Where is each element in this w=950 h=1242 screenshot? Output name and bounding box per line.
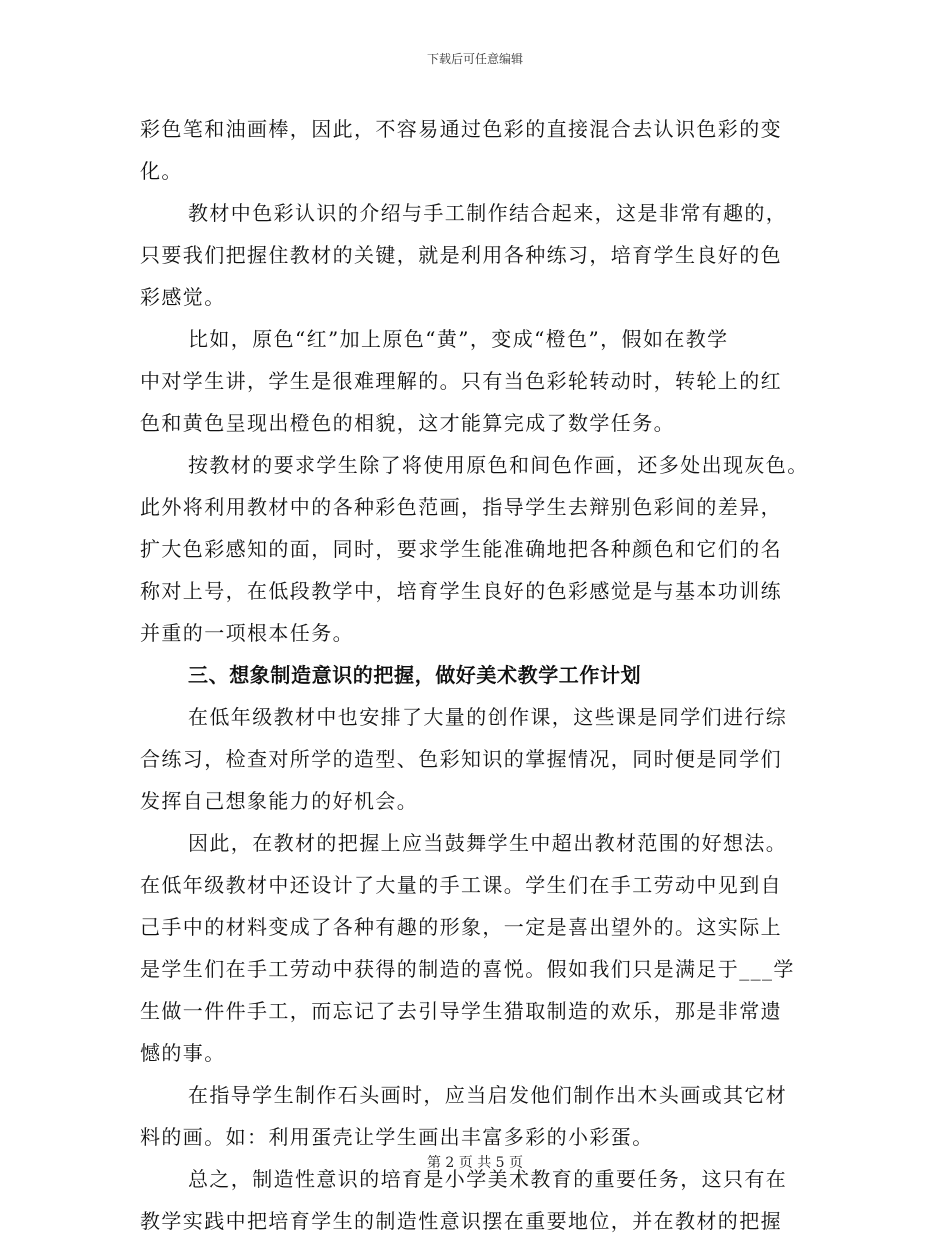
body-line: 扩大色彩感知的面，同时，要求学生能准确地把各种颜色和它们的名 (140, 537, 782, 561)
body-line: 己手中的材料变成了各种有趣的形象，一定是喜出望外的。这实际上 (140, 915, 782, 939)
document-body (140, 108, 812, 1242)
page-footer: 第 2 页 共 5 页 (426, 1155, 524, 1171)
body-line: 彩感觉。 (140, 285, 226, 309)
body-line: 称对上号，在低段教学中，培育学生良好的色彩感觉是与基本功训练 (140, 579, 782, 603)
body-line: 料的画。如：利用蛋壳让学生画出丰富多彩的小彩蛋。 (140, 1125, 654, 1149)
body-line: 是学生们在手工劳动中获得的制造的喜悦。假如我们只是满足于___学 (140, 957, 795, 981)
body-line: 总之，制造性意识的培育是小学美术教育的重要任务，这只有在 (188, 1167, 788, 1191)
body-line: 在低年级教材中也安排了大量的创作课，这些课是同学们进行综 (188, 705, 788, 729)
section-heading: 三、想象制造意识的把握，做好美术教学工作计划 (188, 663, 642, 687)
body-line: 只要我们把握住教材的关键，就是利用各种练习，培育学生良好的色 (140, 243, 782, 267)
body-line: 比如，原色“红”加上原色“黄”，变成“橙色”，假如在教学 (188, 327, 729, 351)
body-line: 彩色笔和油画棒，因此，不容易通过色彩的直接混合去认识色彩的变 (140, 117, 782, 141)
body-line: 在指导学生制作石头画时，应当启发他们制作出木头画或其它材 (188, 1083, 788, 1107)
body-line: 化。 (140, 159, 183, 183)
body-line: 色和黄色呈现出橙色的相貌，这才能算完成了数学任务。 (140, 411, 675, 435)
body-line: 因此，在教材的把握上应当鼓舞学生中超出教材范围的好想法。 (188, 831, 788, 855)
body-line: 发挥自己想象能力的好机会。 (140, 789, 419, 813)
body-line: 按教材的要求学生除了将使用原色和间色作画，还多处出现灰色。 (188, 453, 809, 477)
body-line: 憾的事。 (140, 1041, 226, 1065)
body-line: 此外将利用教材中的各种彩色范画，指导学生去辩别色彩间的差异， (140, 495, 782, 519)
body-line: 在低年级教材中还设计了大量的手工课。学生们在手工劳动中见到自 (140, 873, 782, 897)
body-line: 教学实践中把培育学生的制造性意识摆在重要地位，并在教材的把握 (140, 1209, 782, 1233)
body-line: 生做一件件手工，而忘记了去引导学生猎取制造的欢乐，那是非常遗 (140, 999, 782, 1023)
body-line: 并重的一项根本任务。 (140, 621, 354, 645)
body-line: 教材中色彩认识的介绍与手工制作结合起来，这是非常有趣的， (188, 201, 788, 225)
body-line: 中对学生讲，学生是很难理解的。只有当色彩轮转动时，转轮上的红 (140, 369, 782, 393)
body-line: 合练习，检查对所学的造型、色彩知识的掌握情况，同时便是同学们 (140, 747, 782, 771)
page-header: 下载后可任意编辑 (426, 52, 523, 66)
